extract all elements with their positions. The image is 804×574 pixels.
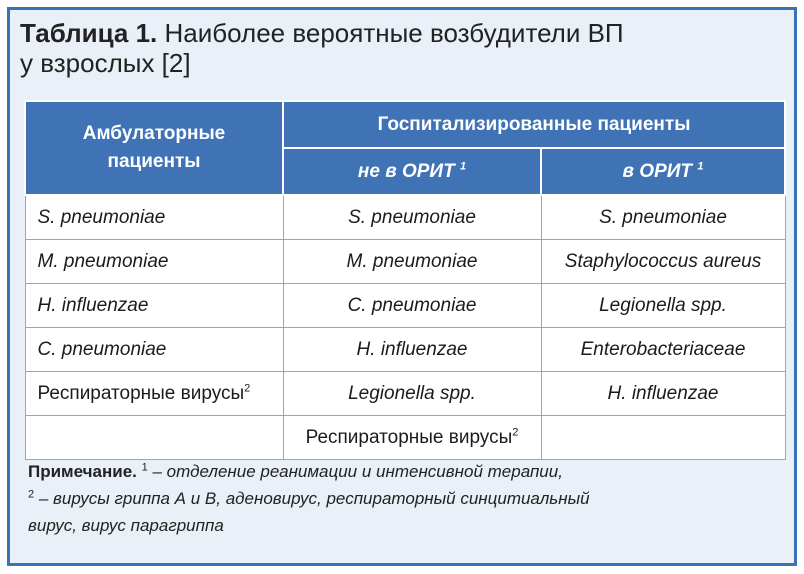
table-row <box>25 195 785 240</box>
cell-icu: Staphylococcus aureus <box>541 240 785 284</box>
table-title <box>20 18 780 78</box>
table-number: Таблица 1. <box>20 18 158 48</box>
table-row <box>25 328 785 372</box>
cell-not-icu: Респираторные вирусы$^2$ <box>283 416 541 460</box>
table-row <box>25 284 785 328</box>
cell-not-icu: S. pneumoniae <box>283 195 541 240</box>
table-title-text-line2: у взрослых [2] <box>20 48 191 78</box>
note-label: Примечание. <box>28 462 137 481</box>
cell-ambulatory <box>25 416 283 460</box>
table-row <box>25 416 785 460</box>
cell-ambulatory: Респираторные вирусы$^2$ <box>25 372 283 416</box>
table-note <box>28 458 768 539</box>
cell-icu: S. pneumoniae <box>541 195 785 240</box>
cell-not-icu: H. influenzae <box>283 328 541 372</box>
cell-ambulatory: S. pneumoniae <box>25 195 283 240</box>
pathogens-table <box>24 100 786 460</box>
cell-not-icu: M. pneumoniae <box>283 240 541 284</box>
cell-ambulatory: M. pneumoniae <box>25 240 283 284</box>
table-row <box>25 372 785 416</box>
table-row <box>25 240 785 284</box>
note-text-1: – отделение реанимации и интенсивной терапии, <box>152 462 563 481</box>
header-hospitalized: Госпитализированные пациенты <box>283 101 785 148</box>
cell-icu: H. influenzae <box>541 372 785 416</box>
cell-not-icu: Legionella spp. <box>283 372 541 416</box>
cell-icu <box>541 416 785 460</box>
cell-icu: Enterobacteriaceae <box>541 328 785 372</box>
note-text-2: – вирусы гриппа А и В, аденовирус, респираторный синцитиальный <box>38 489 590 508</box>
note-mark-1: 1 <box>141 461 148 474</box>
cell-not-icu: C. pneumoniae <box>283 284 541 328</box>
table-title-text: Наиболее вероятные возбудители ВП <box>164 18 624 48</box>
cell-icu: Legionella spp. <box>541 284 785 328</box>
note-mark-2: 2 <box>28 488 35 501</box>
cell-ambulatory: H. influenzae <box>25 284 283 328</box>
header-icu: в ОРИТ $^1$ <box>541 148 785 195</box>
header-ambulatory: Амбулаторные пациенты <box>25 101 283 195</box>
header-not-icu: не в ОРИТ $^1$ <box>283 148 541 195</box>
note-text-3: вирус, вирус парагриппа <box>28 516 224 535</box>
cell-ambulatory: C. pneumoniae <box>25 328 283 372</box>
